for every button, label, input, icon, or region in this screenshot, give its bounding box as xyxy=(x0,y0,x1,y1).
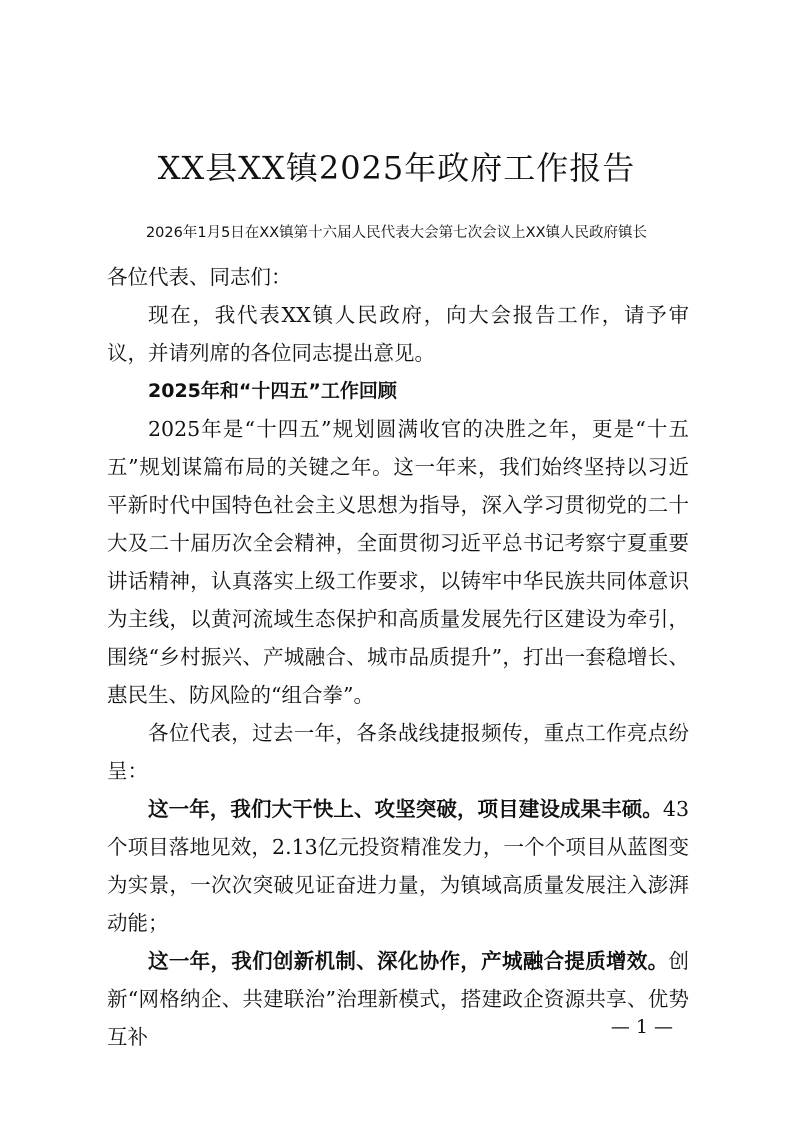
integration-paragraph xyxy=(107,942,689,1056)
project-paragraph xyxy=(107,790,689,942)
document-subtitle: 2026年1月5日在XX镇第十六届人民代表大会第七次会议上XX镇人民政府镇长 xyxy=(145,225,648,241)
page-number: — 1 — xyxy=(610,1016,673,1038)
intro-paragraph: 现在，我代表XX镇人民政府，向大会报告工作，请予审议，并请列席的各位同志提出意见。 xyxy=(107,303,689,365)
document-body xyxy=(107,258,689,1056)
review-paragraph: 2025年是“十四五”规划圆满收官的决胜之年，更是“十五五”规划谋篇布局的关键之年。这一年来，我们始终坚持以习近平新时代中国特色社会主义思想为指导，深入学习贯彻党的二十大及二十届历次全会精神，全面贯彻习近平总书记考察宁夏重要讲话精神，认真落实上级工作要求，以铸牢中华民族共同体意识为主线，以黄河流域生态保护和高质量发展先行区建设为牵引，围绕“乡村振兴、产城融合、城市品质提升”，打出一套稳增长、惠民生、防风险的“组合拳”。 xyxy=(107,417,689,707)
integration-lead-sentence: 这一年，我们创新机制、深化协作，产城融合提质增效。 xyxy=(148,949,669,973)
integration-text: 创新“网格纳企、共建联治”治理新模式，搭建政企资源共享、优势互补 xyxy=(107,949,689,1049)
project-text: 43个项目落地见效，2.13亿元投资精准发力，一个个项目从蓝图变为实景，一次次突破见证奋进力量，为镇域高质量发展注入澎湃动能； xyxy=(107,797,689,935)
salutation: 各位代表、同志们： xyxy=(107,265,292,289)
highlights-intro-paragraph: 各位代表，过去一年，各条战线捷报频传，重点工作亮点纷呈： xyxy=(107,721,689,783)
document-title: XX县XX镇2025年政府工作报告 xyxy=(157,149,636,187)
section-heading: 2025年和“十四五”工作回顾 xyxy=(148,380,397,402)
project-lead-sentence: 这一年，我们大干快上、攻坚突破，项目建设成果丰硕。 xyxy=(148,797,663,821)
